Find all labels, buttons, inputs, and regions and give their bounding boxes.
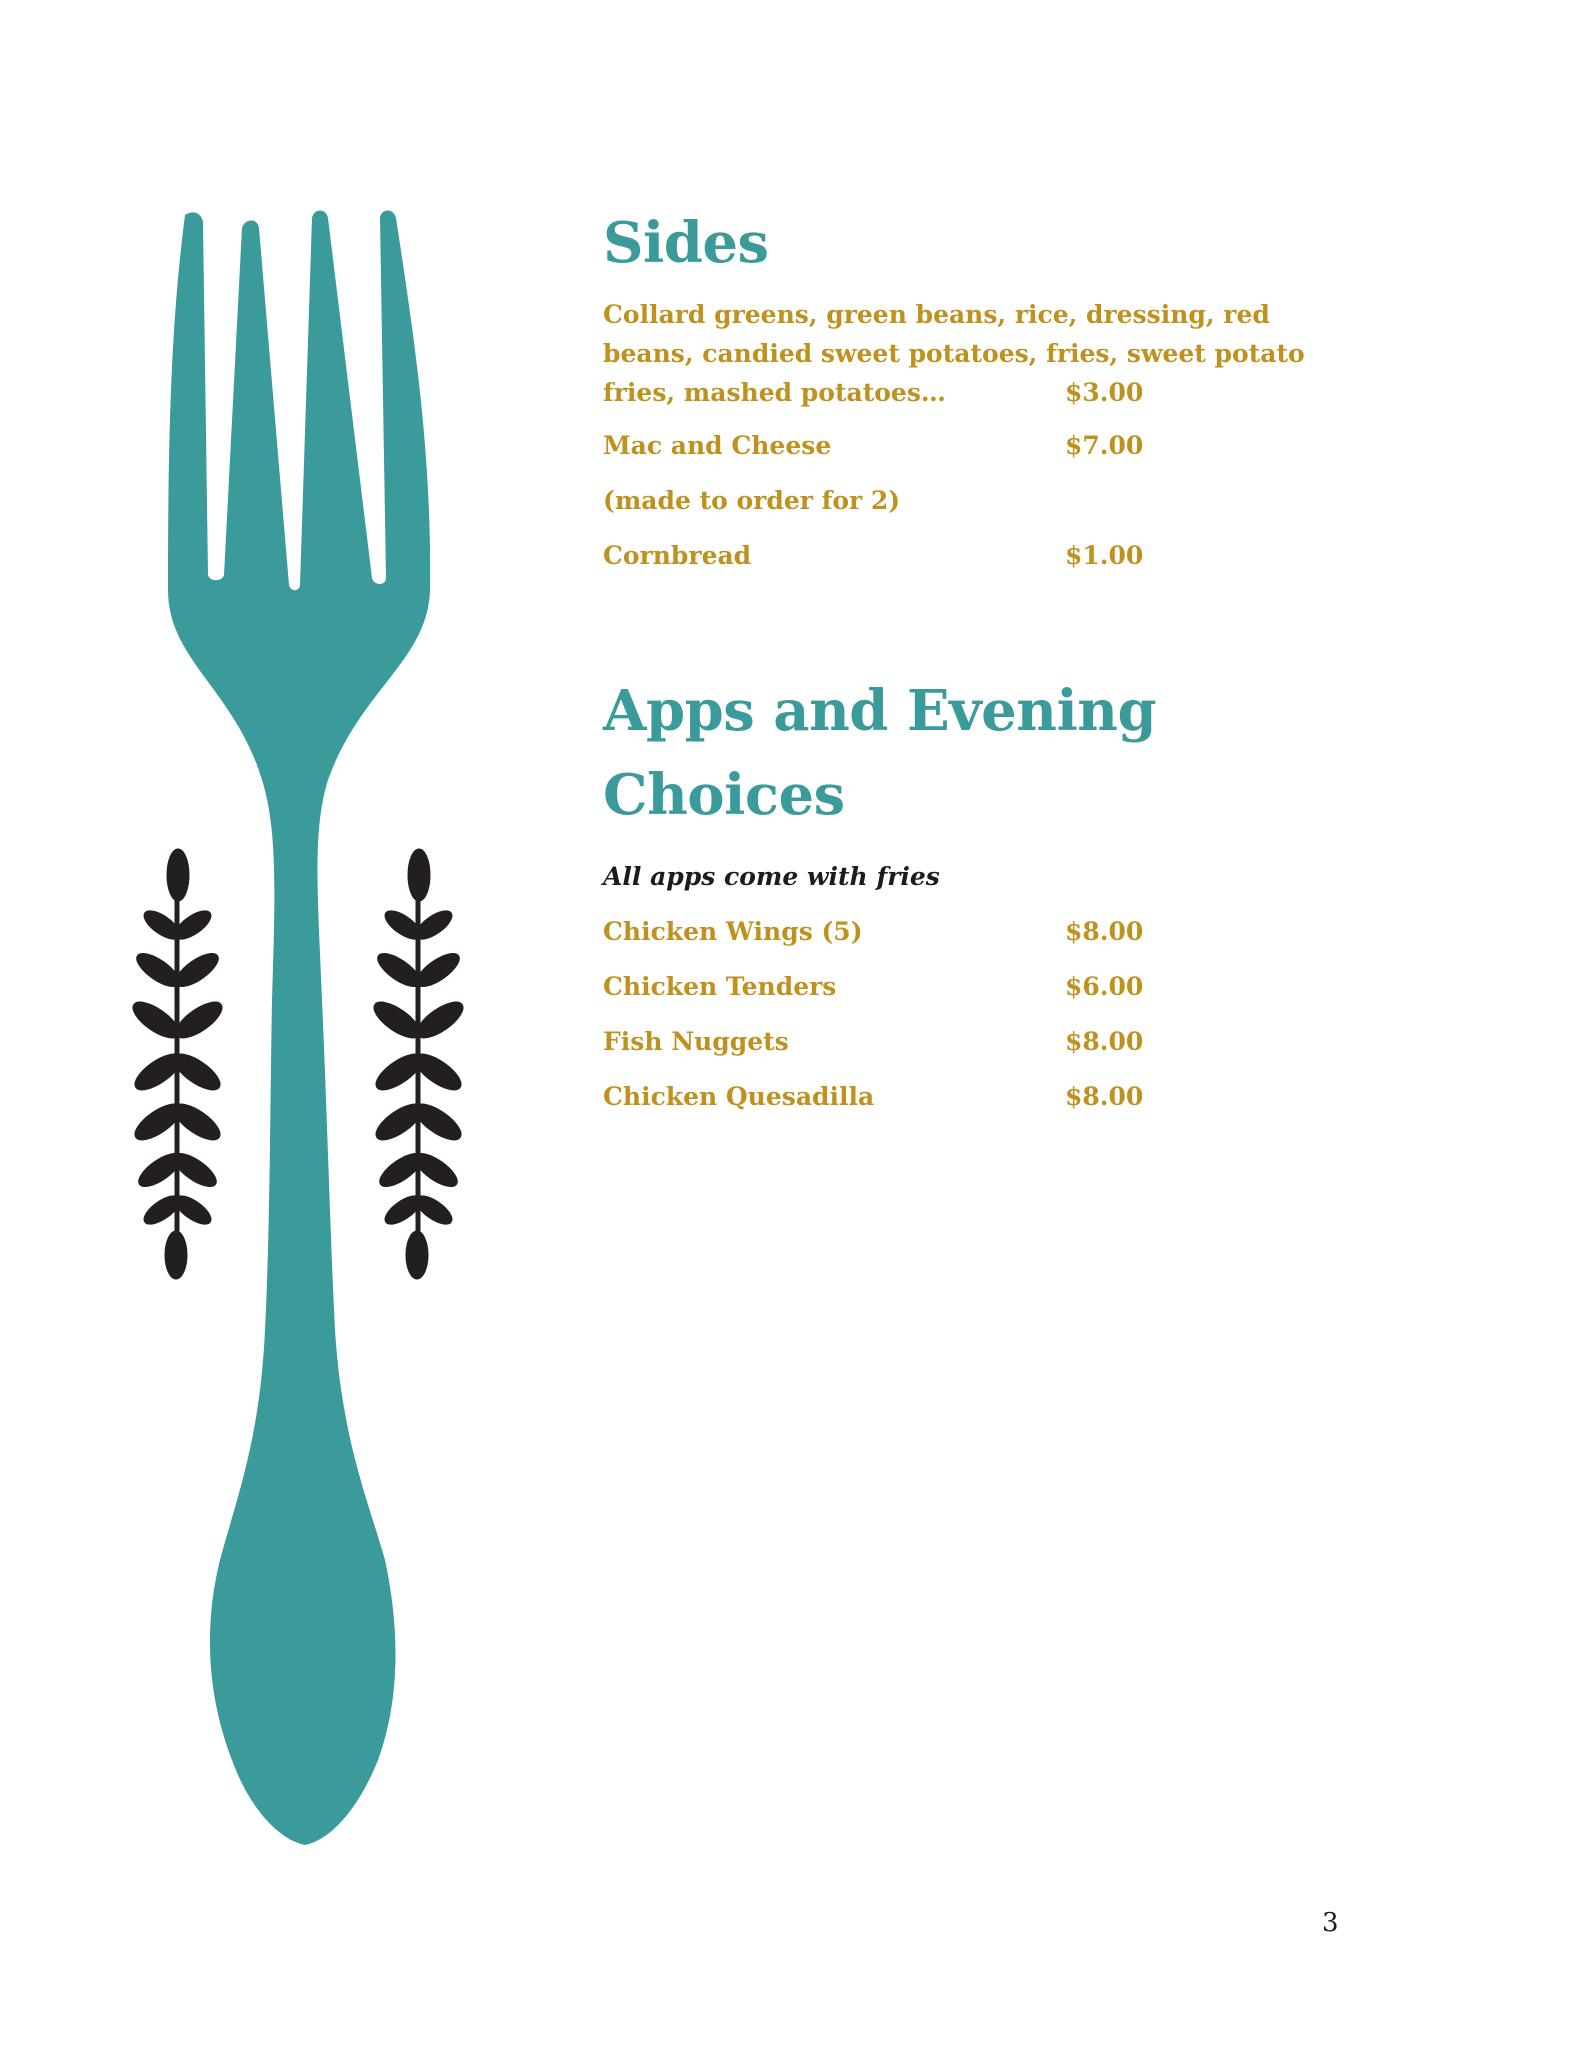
fork-illustration	[0, 0, 560, 2048]
apps-section	[603, 669, 1363, 1124]
menu-item-name: Cornbread	[603, 541, 752, 570]
menu-item-name: Chicken Quesadilla	[603, 1082, 875, 1111]
menu-item	[603, 418, 1363, 473]
apps-note: All apps come with fries	[603, 862, 940, 891]
menu-item	[603, 528, 1363, 583]
menu-content	[603, 205, 1363, 1124]
apps-title-line: Apps and Evening	[603, 678, 1157, 744]
menu-item	[603, 959, 1363, 1014]
menu-item-price: $8.00	[1065, 1082, 1144, 1111]
menu-item-name: Mac and Cheese	[603, 431, 832, 460]
sides-description-text: fries, mashed potatoes…	[603, 378, 946, 407]
menu-item	[603, 904, 1363, 959]
menu-item	[603, 1069, 1363, 1124]
page-number: 3	[1322, 1908, 1339, 1938]
sprig-left-icon	[128, 849, 228, 1279]
menu-item-name: Chicken Wings (5)	[603, 917, 863, 946]
sides-title: Sides	[603, 210, 769, 276]
menu-item	[603, 473, 1363, 528]
menu-item-name: Chicken Tenders	[603, 972, 837, 1001]
sides-description	[603, 295, 1323, 412]
menu-item-price: $1.00	[1065, 541, 1144, 570]
sprig-right-icon	[369, 849, 469, 1279]
sides-description-line: beans, candied sweet potatoes, fries, sweet potato	[603, 339, 1305, 368]
menu-item-price: $8.00	[1065, 917, 1144, 946]
sides-description-last-line	[603, 373, 1323, 412]
apps-title	[603, 669, 1363, 837]
menu-item-price: $6.00	[1065, 972, 1144, 1001]
menu-item-name: (made to order for 2)	[603, 486, 901, 515]
sides-description-line: Collard greens, green beans, rice, dressing, red	[603, 300, 1270, 329]
sides-description-price: $3.00	[1065, 378, 1144, 407]
menu-item-price: $8.00	[1065, 1027, 1144, 1056]
apps-title-line: Choices	[603, 762, 845, 828]
menu-item	[603, 1014, 1363, 1069]
menu-item-price: $7.00	[1065, 431, 1144, 460]
menu-item-name: Fish Nuggets	[603, 1027, 789, 1056]
sides-section	[603, 205, 1363, 583]
